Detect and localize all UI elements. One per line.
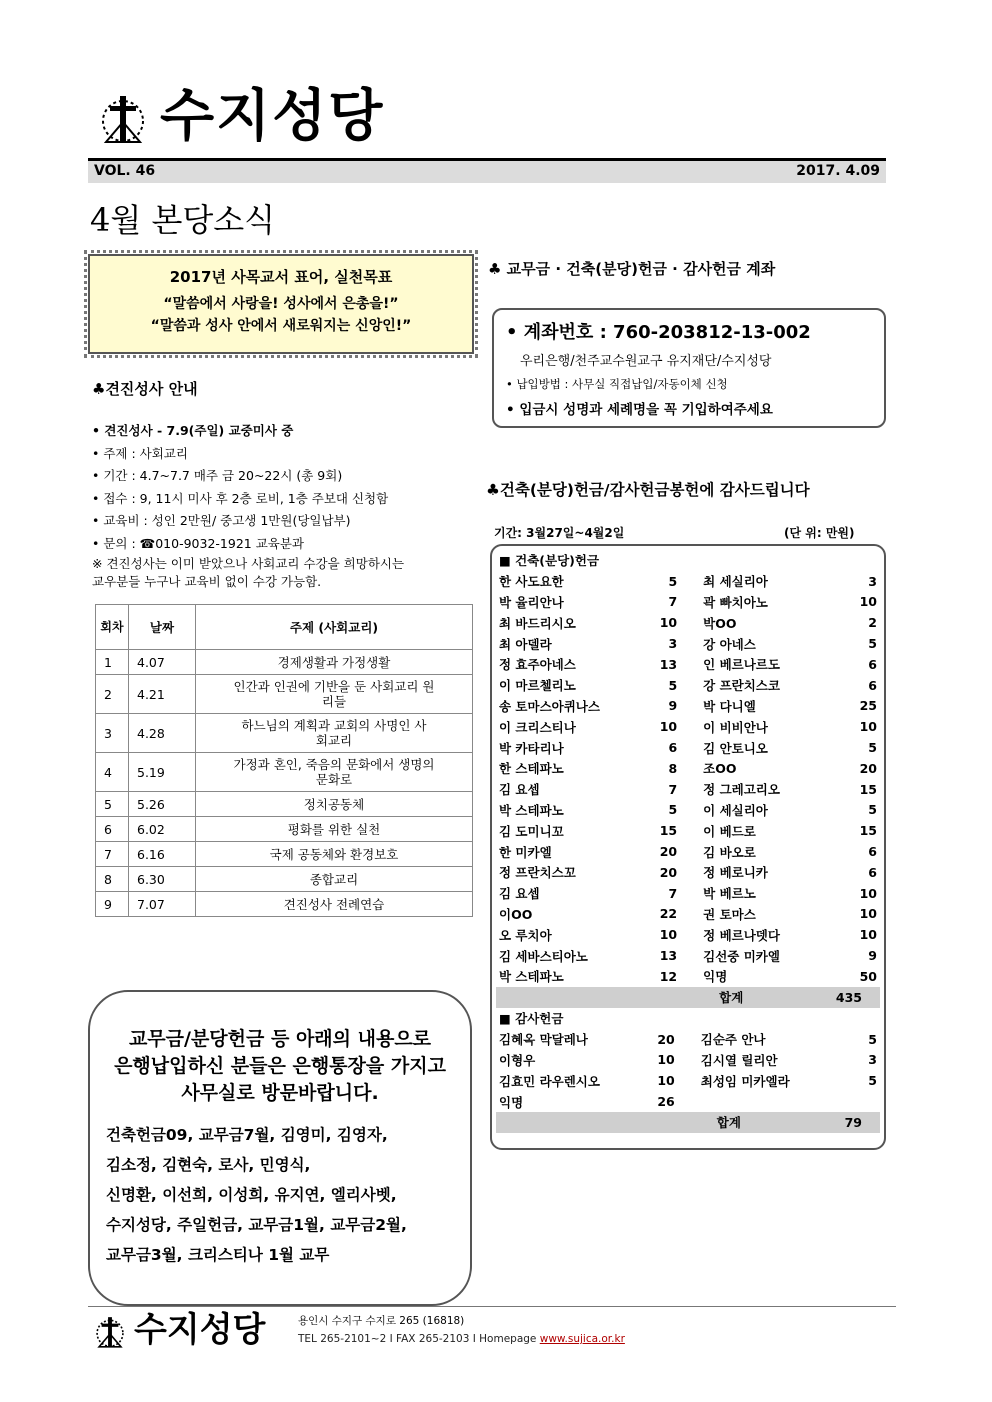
donation-row xyxy=(496,1091,880,1112)
donor-amount: 15 xyxy=(859,823,877,839)
table-row xyxy=(96,892,473,917)
table-row xyxy=(96,842,473,867)
session-no: 4 xyxy=(96,753,129,792)
donation-row xyxy=(496,924,880,945)
donor-amount: 7 xyxy=(668,594,678,610)
donor-name: 박 스테파노 xyxy=(499,969,564,985)
donor-amount: 7 xyxy=(668,885,678,901)
donor-name: 익명 xyxy=(703,969,728,985)
donor-name: 최 바드리시오 xyxy=(499,615,576,631)
donor-name: 조OO xyxy=(703,761,737,777)
donor-amount: 9 xyxy=(668,698,678,714)
donation-row xyxy=(496,841,880,862)
total-spacer xyxy=(496,987,695,1008)
account-bank: 우리은행/천주교수원교구 유지재단/수지성당 xyxy=(520,354,772,369)
goal-line-2: “말씀과 성사 안에서 새로워지는 신앙인!” xyxy=(150,318,412,334)
donation-row xyxy=(496,862,880,883)
donor-name: 인 베르나르도 xyxy=(703,657,780,673)
session-date: 6.16 xyxy=(129,842,196,867)
deposit-note: • 입금시 성명과 세례명을 꼭 기입하여주세요 xyxy=(506,402,773,418)
donor-amount: 50 xyxy=(859,968,877,984)
donor-name: 박OO xyxy=(703,615,737,631)
session-topic: 인간과 인권에 기반을 둔 사회교리 원리들 xyxy=(196,675,473,714)
bank-notice-message xyxy=(90,1026,470,1107)
info-bar xyxy=(88,158,886,183)
donor-name: 강 프란치스코 xyxy=(703,678,780,694)
donor-name: 김효민 라우렌시오 xyxy=(499,1073,600,1089)
donation-row xyxy=(496,966,880,987)
session-date: 4.21 xyxy=(129,675,196,714)
donation-total-row xyxy=(496,987,880,1008)
donor-name: 박 베르노 xyxy=(703,886,756,902)
donation-row xyxy=(496,737,880,758)
page-heading: 4월 본당소식 xyxy=(90,201,276,239)
donor-name: 박 스테파노 xyxy=(499,802,564,818)
notice-line: 교무금/분당헌금 등 아래의 내용으로 xyxy=(128,1028,432,1050)
donation-row xyxy=(496,654,880,675)
donor-amount: 6 xyxy=(868,656,877,672)
donation-row xyxy=(496,779,880,800)
names-line: 건축헌금09, 교무금7월, 김영미, 김영자, xyxy=(106,1126,388,1144)
donor-amount: 10 xyxy=(859,927,877,943)
session-topic: 종합교리 xyxy=(196,867,473,892)
donor-name: 오 루치아 xyxy=(499,927,552,943)
building-donation-table xyxy=(496,550,880,1008)
header-topic: 주제 (사회교리) xyxy=(196,605,473,650)
church-logo-icon xyxy=(90,1312,130,1352)
donation-row xyxy=(496,633,880,654)
donor-name: 이형우 xyxy=(499,1052,536,1068)
session-topic: 정치공동체 xyxy=(196,792,473,817)
donor-amount: 6 xyxy=(868,864,877,880)
donor-amount: 5 xyxy=(868,1031,877,1047)
donor-name: 김 바오로 xyxy=(703,844,756,860)
donor-name: 최성임 미카엘라 xyxy=(700,1073,790,1089)
schedule-header-row xyxy=(96,605,473,650)
donor-name: 정 베르나뎃다 xyxy=(703,927,780,943)
donor-name: 최 세실리아 xyxy=(703,574,768,590)
donor-amount: 15 xyxy=(659,823,678,839)
donor-name: 김선중 미카엘 xyxy=(703,948,780,964)
session-no: 8 xyxy=(96,867,129,892)
donor-amount: 10 xyxy=(859,719,877,735)
donor-amount: 22 xyxy=(659,906,678,922)
donation-row xyxy=(496,883,880,904)
donor-amount: 5 xyxy=(868,740,877,756)
payment-method: • 납입방법 : 사무실 직접납입/자동이체 신청 xyxy=(506,377,728,391)
donor-amount: 20 xyxy=(657,1031,675,1047)
total-amount: 435 xyxy=(815,987,880,1008)
session-no: 6 xyxy=(96,817,129,842)
gratitude-donation-table xyxy=(496,1008,880,1133)
session-topic: 가정과 혼인, 죽음의 문화에서 생명의 문화로 xyxy=(196,753,473,792)
donor-name: 이 크리스티나 xyxy=(499,719,576,735)
donation-row xyxy=(496,945,880,966)
session-no: 7 xyxy=(96,842,129,867)
church-logo-icon xyxy=(92,88,154,150)
donor-name: 김혜옥 막달레나 xyxy=(499,1032,588,1048)
confirmation-item: • 견진성사 - 7.9(주일) 교중미사 중 xyxy=(92,423,294,438)
table-row xyxy=(96,714,473,753)
confirmation-item: • 주제 : 사회교리 xyxy=(92,445,188,461)
donor-amount: 12 xyxy=(659,968,678,984)
header-date: 날짜 xyxy=(129,605,196,650)
donor-amount: 20 xyxy=(659,844,678,860)
total-label: 합계 xyxy=(693,1112,828,1133)
donor-name: 최 아델라 xyxy=(499,636,552,652)
donor-name xyxy=(693,1091,828,1112)
donor-amount: 10 xyxy=(657,1073,675,1089)
names-line: 교무금3월, 크리스티나 1월 교무 xyxy=(106,1246,330,1264)
donor-name: 한 스테파노 xyxy=(499,761,564,777)
donor-name: 한 미카엘 xyxy=(499,844,552,860)
donation-row xyxy=(496,1050,880,1071)
donation-row xyxy=(496,820,880,841)
header-title: 수지성당 xyxy=(160,84,385,149)
donor-amount: 10 xyxy=(859,885,877,901)
building-label: ■ 건축(분당)헌금 xyxy=(499,553,600,569)
donor-amount: 3 xyxy=(868,573,877,589)
donor-name: 김 도미니꼬 xyxy=(499,823,564,839)
donor-amount: 5 xyxy=(868,636,877,652)
session-topic: 하느님의 계획과 교회의 사명인 사회교리 xyxy=(196,714,473,753)
donor-amount: 15 xyxy=(859,781,877,797)
confirmation-item: • 접수 : 9, 11시 미사 후 2층 로비, 1층 주보대 신청함 xyxy=(92,490,389,506)
donor-name: 정 베로니카 xyxy=(703,865,768,881)
total-amount: 79 xyxy=(828,1112,880,1133)
donor-amount: 8 xyxy=(668,760,678,776)
confirmation-item: • 문의 : ☎010-9032-1921 교육분과 xyxy=(92,535,305,551)
donation-row xyxy=(496,1029,880,1050)
homepage-link[interactable]: www.sujica.or.kr xyxy=(539,1333,625,1345)
donor-amount: 13 xyxy=(659,948,678,964)
session-no: 9 xyxy=(96,892,129,917)
pastoral-goal-box xyxy=(88,254,474,354)
donor-name: 정 효주아네스 xyxy=(499,657,576,673)
donor-amount: 5 xyxy=(668,573,678,589)
donor-name: 김 요셉 xyxy=(499,782,540,798)
total-label: 합계 xyxy=(695,987,815,1008)
confirmation-item: 교우분들 누구나 교육비 없이 수강 가능함. xyxy=(92,574,322,589)
confirmation-item: • 기간 : 4.7~7.7 매주 금 20~22시 (총 9회) xyxy=(92,468,343,483)
session-date: 5.19 xyxy=(129,753,196,792)
donation-total-row xyxy=(496,1112,880,1133)
donor-amount: 20 xyxy=(859,760,877,776)
donor-amount: 10 xyxy=(659,927,678,943)
session-no: 3 xyxy=(96,714,129,753)
table-row xyxy=(96,867,473,892)
session-topic: 견진성사 전례연습 xyxy=(196,892,473,917)
donor-name: 이OO xyxy=(499,906,533,922)
total-spacer xyxy=(496,1112,693,1133)
donation-row xyxy=(496,675,880,696)
donor-amount: 26 xyxy=(657,1094,675,1110)
confirmation-item: ※ 견진성사는 이미 받았으나 사회교리 수강을 희망하시는 xyxy=(92,556,405,571)
confirmation-info-list xyxy=(92,420,492,591)
donor-amount: 3 xyxy=(868,1052,877,1068)
donor-amount: 6 xyxy=(868,844,877,860)
donor-amount: 20 xyxy=(659,864,678,880)
donation-row xyxy=(496,1070,880,1091)
donor-name: 한 사도요한 xyxy=(499,574,564,590)
donor-name: 김순주 안나 xyxy=(700,1032,766,1048)
donor-amount: 6 xyxy=(868,677,877,693)
names-line: 김소정, 김현숙, 로사, 민영식, xyxy=(106,1156,311,1174)
donation-period: 기간: 3월27일~4월2일 xyxy=(494,526,625,540)
donor-name: 곽 빠치아노 xyxy=(703,594,768,610)
table-row xyxy=(96,675,473,714)
thanks-title: ♣건축(분당)헌금/감사헌금봉헌에 감사드립니다 xyxy=(486,481,810,499)
donor-name: 강 아네스 xyxy=(703,636,756,652)
donor-amount: 5 xyxy=(668,802,678,818)
footer-church-name: 수지성당 xyxy=(134,1310,266,1350)
donor-amount: 10 xyxy=(859,906,877,922)
donation-row xyxy=(496,592,880,613)
donor-amount: 10 xyxy=(657,1052,675,1068)
donation-box xyxy=(490,544,886,1150)
issue-date: 2017. 4.09 xyxy=(796,163,880,179)
schedule-table xyxy=(95,604,473,917)
donation-unit: (단 위: 만원) xyxy=(784,526,855,540)
donor-amount: 25 xyxy=(859,698,877,714)
session-date: 4.07 xyxy=(129,650,196,675)
session-no: 5 xyxy=(96,792,129,817)
header-session: 회차 xyxy=(96,605,129,650)
names-line: 신명환, 이선희, 이성희, 유지연, 엘리사벳, xyxy=(106,1186,397,1204)
donor-amount: 13 xyxy=(659,656,678,672)
session-date: 6.02 xyxy=(129,817,196,842)
donor-name: 김 세바스티아노 xyxy=(499,948,588,964)
donation-row xyxy=(496,571,880,592)
donor-amount: 5 xyxy=(868,802,877,818)
donor-amount: 2 xyxy=(868,615,877,631)
donor-name: 김 요셉 xyxy=(499,886,540,902)
donor-name: 이 마르첼리노 xyxy=(499,678,576,694)
bank-notice-names xyxy=(106,1120,456,1270)
contact-text: TEL 265-2101~2 I FAX 265-2103 I Homepage xyxy=(298,1333,540,1345)
donor-amount: 7 xyxy=(668,781,678,797)
donor-name: 박 다니엘 xyxy=(703,698,756,714)
goal-title: 2017년 사목교서 표어, 실천목표 xyxy=(169,268,393,286)
donor-name: 이 베드로 xyxy=(703,823,756,839)
footer-contact xyxy=(298,1333,625,1345)
donation-row xyxy=(496,612,880,633)
donor-name: 송 토마스아퀴나스 xyxy=(499,698,600,714)
donor-name: 박 율리안나 xyxy=(499,594,564,610)
donor-amount: 5 xyxy=(668,677,678,693)
table-row xyxy=(96,650,473,675)
notice-line: 사무실로 방문바랍니다. xyxy=(181,1082,379,1104)
session-date: 5.26 xyxy=(129,792,196,817)
donor-amount: 3 xyxy=(668,636,678,652)
session-no: 1 xyxy=(96,650,129,675)
donor-amount: 10 xyxy=(659,615,678,631)
donation-row xyxy=(496,758,880,779)
donor-name: 정 그레고리오 xyxy=(703,782,780,798)
confirmation-item: • 교육비 : 성인 2만원/ 중고생 1만원(당일납부) xyxy=(92,513,351,528)
bank-notice-box xyxy=(88,990,472,1306)
notice-line: 은행납입하신 분들은 은행통장을 가지고 xyxy=(114,1055,446,1077)
table-row xyxy=(96,753,473,792)
session-no: 2 xyxy=(96,675,129,714)
donor-name: 이 세실리아 xyxy=(703,802,768,818)
gratitude-label: ■ 감사헌금 xyxy=(499,1011,564,1027)
goal-line-1: “말씀에서 사랑을! 성사에서 은총을!” xyxy=(163,296,399,312)
session-topic: 국제 공동체와 환경보호 xyxy=(196,842,473,867)
account-title: ♣ 교무금 · 건축(분당)헌금 · 감사헌금 계좌 xyxy=(488,260,776,278)
donation-row xyxy=(496,696,880,717)
session-date: 7.07 xyxy=(129,892,196,917)
confirmation-title: ♣견진성사 안내 xyxy=(92,380,198,398)
donor-name: 정 프란치스꼬 xyxy=(499,865,576,881)
table-row xyxy=(96,792,473,817)
donor-amount: 10 xyxy=(859,594,877,610)
donor-name: 익명 xyxy=(499,1094,524,1110)
donor-name: 박 카타리나 xyxy=(499,740,564,756)
session-topic: 평화를 위한 실천 xyxy=(196,817,473,842)
session-date: 6.30 xyxy=(129,867,196,892)
donation-row xyxy=(496,800,880,821)
account-box xyxy=(492,308,886,428)
donation-row xyxy=(496,716,880,737)
donor-amount: 9 xyxy=(868,948,877,964)
names-line: 수지성당, 주일헌금, 교무금1월, 교무금2월, xyxy=(106,1216,407,1234)
donor-amount xyxy=(828,1091,880,1112)
donor-amount: 6 xyxy=(668,740,678,756)
donation-row xyxy=(496,904,880,925)
volume-label: VOL. 46 xyxy=(94,163,156,179)
session-topic: 경제생활과 가정생활 xyxy=(196,650,473,675)
session-date: 4.28 xyxy=(129,714,196,753)
donor-amount: 5 xyxy=(868,1073,877,1089)
account-number: • 계좌번호 : 760-203812-13-002 xyxy=(506,322,811,343)
donor-name: 이 비비안나 xyxy=(703,719,768,735)
donor-name: 김시열 릴리안 xyxy=(700,1052,778,1068)
donor-name: 권 토마스 xyxy=(703,906,756,922)
donor-amount: 10 xyxy=(659,719,678,735)
table-row xyxy=(96,817,473,842)
footer-address: 용인시 수지구 수지로 265 (16818) xyxy=(298,1315,465,1327)
donor-name: 김 안토니오 xyxy=(703,740,768,756)
